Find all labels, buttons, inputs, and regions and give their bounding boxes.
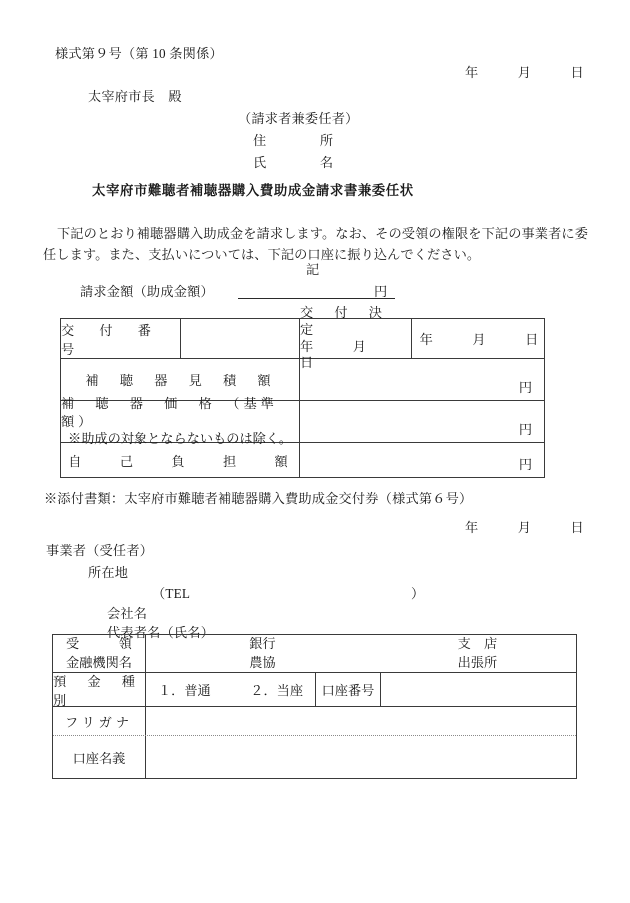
account-name-value[interactable] bbox=[146, 736, 576, 778]
hearing-aid-estimate-label: 補 聴 器 見 積 額 bbox=[61, 359, 300, 400]
deposit-type-label: 預 金 種 別 bbox=[53, 673, 157, 708]
financial-institution-label-line1: 受 領 bbox=[66, 636, 132, 652]
bank-option-noukyou[interactable]: 農協 bbox=[249, 654, 276, 670]
hearing-aid-price-value[interactable] bbox=[300, 401, 546, 442]
addressee-mayor: 太宰府市長 殿 bbox=[88, 89, 182, 104]
ki-marker: 記 bbox=[306, 262, 320, 277]
operator-tel-label: （TEL bbox=[152, 586, 191, 601]
grant-number-value[interactable] bbox=[181, 319, 300, 358]
grant-decision-date-value[interactable]: 年 月 日 bbox=[419, 332, 539, 347]
financial-institution-label bbox=[53, 635, 146, 672]
attachment-note: ※添付書類：太宰府市難聴者補聴器購入費助成金交付券（様式第６号） bbox=[44, 491, 473, 506]
branch-type-options bbox=[379, 635, 576, 671]
deposit-type-options[interactable]: １．普通 ２．当座 bbox=[146, 673, 316, 706]
operator-location-label: 所在地 bbox=[88, 565, 129, 580]
grant-decision-label-line1: 交 付 決 定 bbox=[300, 304, 404, 337]
hearing-aid-estimate-unit: 円 bbox=[518, 380, 532, 395]
operator-company-label: 会社名 bbox=[107, 606, 148, 621]
claimant-section-header: （請求者兼委任者） bbox=[238, 111, 359, 126]
form-number: 様式第９号（第 10 条関係） bbox=[55, 46, 223, 61]
operator-representative-label: 代表者名（氏名） bbox=[107, 625, 215, 640]
account-name-label: 口座名義 bbox=[53, 736, 146, 778]
financial-institution-label-line2: 金融機関名 bbox=[66, 654, 132, 670]
grant-decision-label-line2: 年 月 日 bbox=[300, 338, 406, 371]
hearing-aid-price-label bbox=[61, 395, 300, 447]
account-number-label: 口座番号 bbox=[316, 673, 381, 706]
grant-decision-date-label bbox=[300, 304, 412, 371]
financial-institution-value[interactable] bbox=[146, 635, 576, 672]
bank-branch-grid bbox=[146, 635, 576, 672]
claim-amount-label: 請求金額（助成金額） bbox=[80, 284, 214, 299]
branch-option-shiten[interactable]: 支 店 bbox=[457, 636, 498, 652]
document-title: 太宰府市難聴者補聴器購入費助成金請求書兼委任状 bbox=[92, 183, 414, 198]
claim-amount-unit: 円 bbox=[374, 284, 388, 299]
furigana-label: フリガナ bbox=[53, 707, 146, 735]
operator-tel-close-paren: ） bbox=[411, 586, 425, 601]
claim-amount-input-rule[interactable] bbox=[238, 298, 395, 299]
self-payment-value[interactable] bbox=[300, 443, 546, 477]
operator-date-line: 年 月 日 bbox=[465, 520, 584, 535]
self-payment-unit: 円 bbox=[518, 457, 532, 472]
bank-account-table bbox=[52, 634, 577, 779]
branch-option-shucchoujo[interactable]: 出張所 bbox=[457, 654, 498, 670]
grant-details-table bbox=[60, 304, 545, 478]
bank-option-bank[interactable]: 銀行 bbox=[249, 636, 276, 652]
table-row bbox=[53, 707, 576, 736]
hearing-aid-estimate-value[interactable] bbox=[300, 359, 546, 400]
claimant-name-label: 氏 名 bbox=[253, 155, 334, 170]
hearing-aid-price-unit: 円 bbox=[518, 422, 532, 437]
body-paragraph: 下記のとおり補聴器購入助成金を請求します。なお、その受領の権限を下記の事業者に委任します。また、支払いについては、下記の口座に振り込んでください。 bbox=[43, 226, 588, 263]
self-payment-label: 自 己 負 担 額 bbox=[61, 443, 300, 477]
claimant-address-label: 住 所 bbox=[253, 133, 334, 148]
bank-type-options bbox=[146, 635, 379, 671]
table-row bbox=[53, 635, 576, 673]
submission-date-line: 年 月 日 bbox=[465, 65, 584, 80]
table-row bbox=[61, 395, 544, 447]
table-row bbox=[53, 736, 576, 778]
operator-section-header: 事業者（受任者） bbox=[46, 543, 154, 558]
hearing-aid-price-label-line2: ※助成の対象とならないものは除く。 bbox=[68, 431, 292, 447]
table-row bbox=[61, 443, 544, 477]
table-row bbox=[61, 304, 544, 371]
grant-number-label: 交 付 番 号 bbox=[61, 319, 181, 358]
account-number-value[interactable] bbox=[381, 673, 576, 706]
hearing-aid-price-label-line1: 補 聴 器 価 格 （基準額） bbox=[61, 395, 278, 429]
table-row bbox=[53, 673, 576, 707]
furigana-value[interactable] bbox=[146, 707, 576, 735]
